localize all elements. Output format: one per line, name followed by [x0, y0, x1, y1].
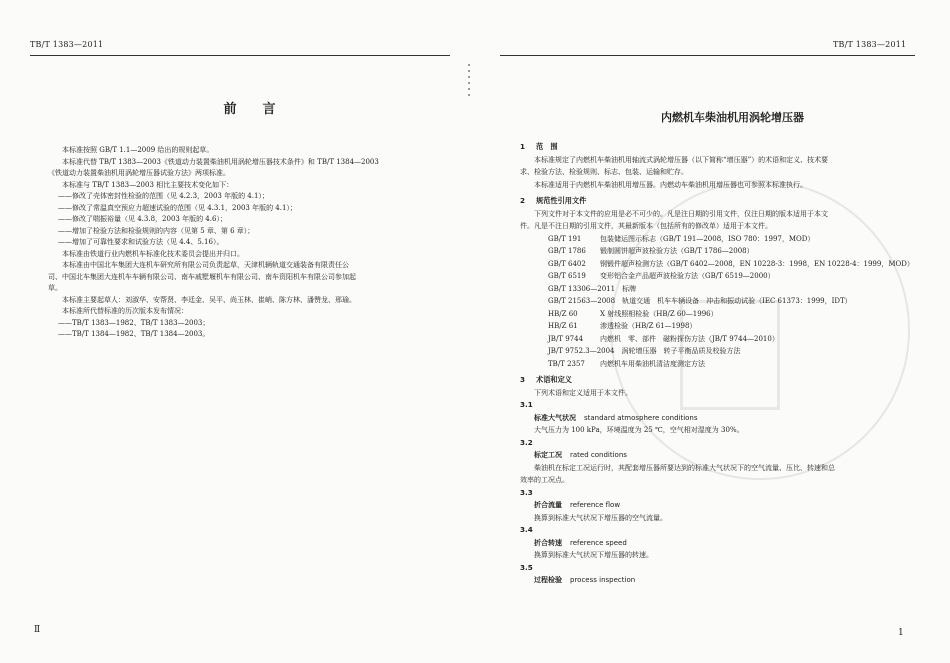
preface-title: 前言 [223, 102, 302, 117]
term-definition: 大气压力为 100 kPa，环境温度为 25 ℃，空气相对湿度为 30%。 [534, 426, 744, 434]
reference-item: GB/T 191 包装储运图示标志（GB/T 191—2008，ISO 780：1997，MOD） [548, 234, 815, 243]
section-1-heading: 1 范 围 [520, 142, 558, 151]
preface-line: 本标准主要起草人：刘淑华、安帮贤、李廷金、吴平、尚玉林、崔峭、陈方林、潘赞龙、邢瑜。 [62, 295, 356, 304]
term-number: 3.3 [520, 487, 533, 497]
reference-item: GB/T 21563—2008 轨道交通 机车车辆设备 冲击和振动试验（IEC 61373：1999，IDT） [548, 297, 852, 305]
term-definition: 柴油机在标定工况运行时，其配套增压器所要达到的标准大气状况下的空气流量、压比、转速和总 [534, 463, 835, 472]
section-2-heading: 2 规范性引用文件 [520, 196, 587, 205]
term-number: 3.2 [520, 437, 533, 447]
preface-line: ——修改了壳体密封性检验的范围（见 4.2.3，2003 年版的 4.1）； [58, 192, 269, 200]
term-heading: 折合流量 reference flow [534, 501, 621, 509]
term-heading: 标准大气状况 standard atmosphere conditions [534, 413, 698, 422]
section-2-line: 下列文件对于本文件的应用是必不可少的。凡是注日期的引用文件，仅注日期的版本适用于本文 [534, 209, 828, 218]
reference-item: GB/T 1786 锻制圆饼超声波检验方法（GB/T 1786—2008） [548, 247, 754, 255]
preface-line: ——修改了喘振裕量（见 4.3.8，2003 年版的 4.6）； [58, 215, 227, 223]
left-page-number: Ⅱ [34, 625, 41, 635]
term-heading: 过程检验 process inspection [534, 576, 636, 584]
section-3-intro: 下列术语和定义适用于本文件。 [534, 388, 632, 397]
preface-line: 本标准与 TB/T 1383—2003 相比主要技术变化如下： [62, 180, 234, 189]
right-page-number: 1 [898, 628, 904, 638]
section-1-line: 本标准规定了内燃机车柴油机用轴流式涡轮增压器（以下简称“增压器”）的术语和定义、技术要 [534, 155, 829, 164]
section-3-heading: 3 术语和定义 [520, 375, 572, 384]
term-number: 3.4 [520, 525, 533, 534]
preface-line: 本标准所代替标准的历次版本发布情况： [62, 307, 188, 315]
preface-line: ——增加了可靠性要求和试验方法（见 4.4、5.16）。 [58, 238, 224, 246]
reference-item: HB/Z 61 渗透检验（HB/Z 61—1998） [548, 322, 697, 330]
reference-item: TB/T 2357 内燃机车用柴油机清洁度测定方法 [548, 359, 705, 368]
preface-line: 本标准由中国北车集团大连机车研究所有限公司负责起草，天津机辆轨道交通装备有限责任公 [62, 261, 349, 269]
preface-line: 司、中国北车集团大连机车车辆有限公司、南车戚墅堰机车有限公司、南车资阳机车有限公司参加起 [48, 272, 356, 281]
preface-line: 《铁道动力装置柴油机用涡轮增压器试验方法》两项标准。 [48, 169, 230, 177]
right-header-rule [500, 55, 915, 56]
reference-item: JB/T 9752.3—2004 涡轮增压器 转子平衡品质及校验方法 [548, 347, 741, 355]
document-title: 内燃机车柴油机用涡轮增压器 [661, 111, 804, 124]
right-header: TB/T 1383—2011 [833, 40, 907, 49]
reference-item: JB/T 9744 内燃机 零、部件 磁粉探伤方法（JB/T 9744—2010） [548, 334, 779, 343]
preface-line: 本标准代替 TB/T 1383—2003《铁道动力装置柴油机用涡轮增压器技术条件》和 TB/T 1384—2003 [62, 157, 379, 166]
section-1-line: 求、检验方法、检验规则、标志、包装、运输和贮存。 [520, 168, 688, 176]
preface-body [48, 145, 438, 341]
term-heading: 折合转速 reference speed [534, 538, 627, 547]
section-1-line: 本标准适用于内燃机车柴油机用增压器。内燃动车柴油机用增压器也可参照本标准执行。 [534, 180, 807, 189]
reference-item: HB/Z 60 X 射线照相检验（HB/Z 60—1996） [548, 309, 718, 318]
preface-line: 本标准按照 GB/T 1.1—2009 给出的规则起草。 [62, 146, 214, 154]
term-heading: 标定工况 rated conditions [534, 451, 627, 459]
term-definition: 换算到标准大气状况下增压器的转速。 [534, 551, 653, 559]
term-number: 3.1 [520, 400, 533, 409]
preface-line: 本标准由铁道行业内燃机车标准化技术委员会提出并归口。 [62, 249, 244, 258]
left-header-rule [30, 55, 450, 56]
left-header: TB/T 1383—2011 [30, 40, 104, 49]
preface-line: ——增加了检验方法和检验规则的内容（见第 5 章、第 6 章）； [58, 226, 255, 235]
preface-line: ——TB/T 1384—1982、TB/T 1384—2003。 [58, 330, 210, 338]
term-definition: 换算到标准大气状况下增压器的空气流量。 [534, 513, 667, 522]
term-definition-cont: 效率的工况点。 [520, 476, 569, 484]
preface-line: ——TB/T 1383—1982、TB/T 1383—2003； [58, 318, 210, 327]
section-2-line: 件。凡是不注日期的引用文件，其最新版本（包括所有的修改单）适用于本文件。 [520, 222, 772, 230]
reference-item: GB/T 6402 钢锻件超声检测方法（GB/T 6402—2008，EN 10228-3：1998，EN 10228-4：1999，MOD） [548, 259, 914, 268]
reference-item: GB/T 13306—2011 标牌 [548, 284, 637, 293]
standard-body [520, 141, 920, 587]
term-number: 3.5 [520, 562, 533, 572]
preface-line: ——修改了常温真空预应力超速试验的范围（见 4.3.1，2003 年版的 4.1）； [58, 203, 297, 212]
reference-item: GB/T 6519 变形铝合金产品超声波检验方法（GB/T 6519—2000） [548, 272, 775, 280]
preface-line: 草。 [48, 284, 62, 292]
